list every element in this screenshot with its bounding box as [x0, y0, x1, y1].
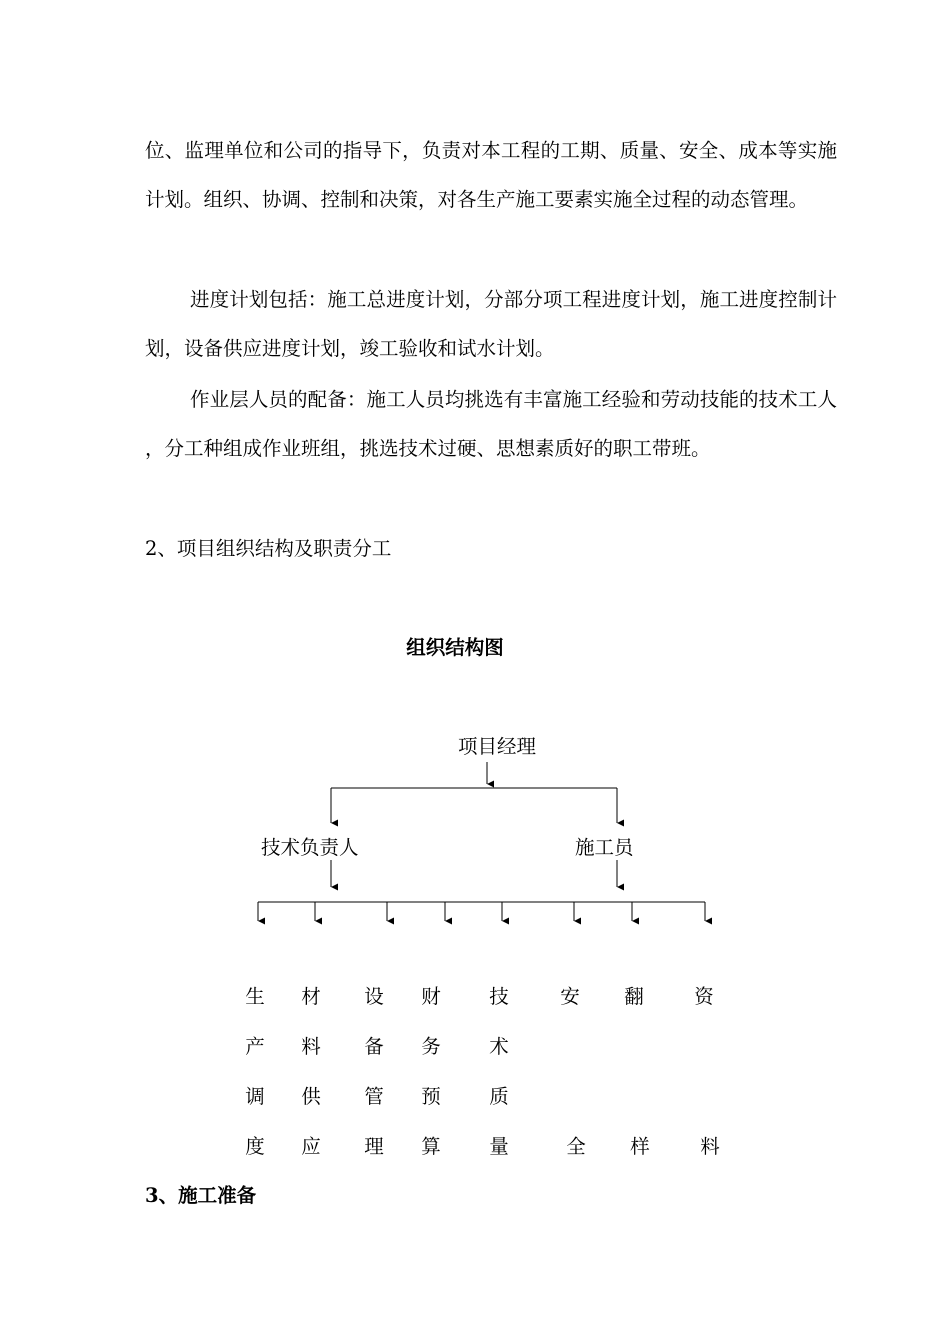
org-dept-2-char: 材 — [301, 985, 321, 1008]
org-dept-4-char: 算 — [421, 1135, 441, 1158]
section-3-heading: 3、施工准备 — [145, 1184, 257, 1207]
org-dept-2-char: 供 — [301, 1085, 321, 1108]
org-dept-5-char: 质 — [489, 1085, 509, 1108]
org-dept-7-char: 翻 — [624, 985, 644, 1008]
org-dept-2-char: 料 — [301, 1035, 321, 1058]
org-dept-6-char: 全 — [566, 1135, 586, 1158]
org-node-construction-staff: 施工员 — [575, 836, 634, 859]
org-dept-1-char: 度 — [245, 1135, 265, 1158]
org-dept-6-char: 安 — [560, 985, 580, 1008]
org-dept-1-char: 生 — [245, 985, 265, 1008]
org-dept-3-char: 理 — [364, 1135, 384, 1158]
org-node-project-manager: 项目经理 — [458, 735, 537, 758]
section-2-heading: 2、项目组织结构及职责分工 — [145, 537, 392, 560]
org-dept-3-char: 备 — [364, 1035, 384, 1058]
org-dept-5-char: 量 — [489, 1135, 509, 1158]
paragraph-schedule-plan: 进度计划包括：施工总进度计划，分部分项工程进度计划，施工进度控制计划，设备供应进度计划，竣工验收和试水计划。 — [145, 288, 837, 360]
org-dept-5-char: 技 — [489, 985, 509, 1008]
org-dept-3-char: 设 — [364, 985, 384, 1008]
org-dept-3-char: 管 — [364, 1085, 384, 1108]
org-dept-2-char: 应 — [301, 1135, 321, 1158]
org-dept-1-char: 产 — [245, 1035, 265, 1058]
org-dept-8-char: 资 — [694, 985, 714, 1008]
org-chart-title: 组织结构图 — [406, 636, 504, 659]
org-dept-8-char: 料 — [700, 1135, 720, 1158]
org-dept-7-char: 样 — [630, 1135, 650, 1158]
org-node-technical-lead: 技术负责人 — [261, 836, 359, 859]
org-dept-4-char: 务 — [421, 1035, 441, 1058]
org-dept-4-char: 预 — [421, 1085, 441, 1108]
org-dept-4-char: 财 — [421, 985, 441, 1008]
org-dept-5-char: 术 — [489, 1035, 509, 1058]
org-dept-1-char: 调 — [245, 1085, 265, 1108]
paragraph-responsibility: 位、监理单位和公司的指导下，负责对本工程的工期、质量、安全、成本等实施计划。组织、协调、控制和决策，对各生产施工要素实施全过程的动态管理。 — [145, 139, 837, 211]
paragraph-staffing: 作业层人员的配备：施工人员均挑选有丰富施工经验和劳动技能的技术工人 ，分工种组成作业班组，挑选技术过硬、思想素质好的职工带班。 — [145, 388, 837, 460]
